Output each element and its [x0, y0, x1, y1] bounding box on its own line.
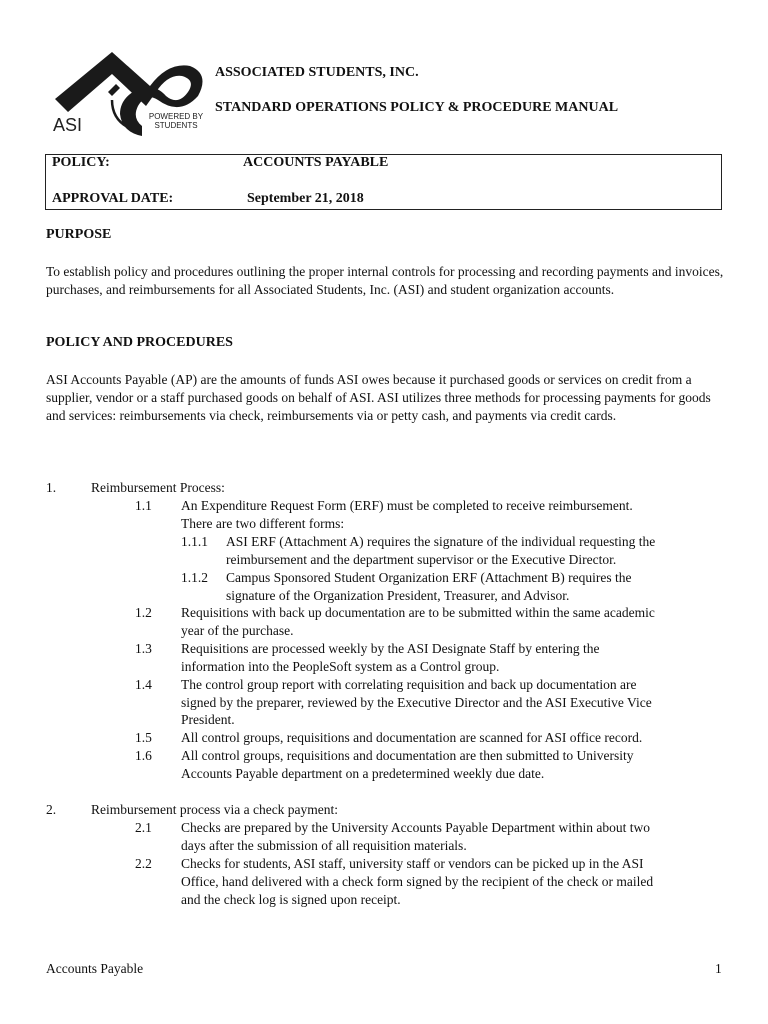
list-item-2-2-line-2: Office, hand delivered with a check form signed by the recipient of the check or mailed: [181, 874, 654, 889]
list-item-1-4-line-2: signed by the preparer, reviewed by the Executive Director and the ASI Executive Vice: [181, 695, 652, 710]
manual-title: STANDARD OPERATIONS POLICY & PROCEDURE MANUAL: [215, 100, 619, 115]
logo-tagline-line-1: POWERED BY: [148, 112, 204, 121]
list-item-1-5-number: 1.5: [135, 730, 152, 745]
list-item-1-text: Reimbursement Process:: [91, 480, 225, 495]
logo-tagline: [146, 112, 206, 130]
list-item-1-4-number: 1.4: [135, 677, 152, 692]
list-item-2-2-number: 2.2: [135, 856, 152, 871]
list-item-1-6-line-2: Accounts Payable department on a predetermined weekly due date.: [181, 766, 545, 781]
footer-title: Accounts Payable: [46, 961, 144, 976]
list-item-1-2-line-2: year of the purchase.: [181, 623, 294, 638]
list-item-2-1-line-2: days after the submission of all requisition materials.: [181, 838, 467, 853]
list-item-1-2-line-1: Requisitions with back up documentation are to be submitted within the same academic: [181, 605, 655, 620]
list-item-1-1-1-line-2: reimbursement and the department supervisor or the Executive Director.: [226, 552, 617, 567]
list-item-1-4-line-3: President.: [181, 712, 235, 727]
logo-wordmark: ASI: [53, 115, 83, 135]
list-item-1-5-line-1: All control groups, requisitions and documentation are scanned for ASI office record.: [181, 730, 643, 745]
purpose-heading: PURPOSE: [46, 227, 112, 242]
list-item-1-3-line-1: Requisitions are processed weekly by the ASI Designate Staff by entering the: [181, 641, 600, 656]
logo-tagline-line-2: STUDENTS: [154, 121, 198, 130]
purpose-text: To establish policy and procedures outlining the proper internal controls for processing and recording payments and invoices, purchases, and reimbursements for all Associated Students, Inc. (ASI) and student organization accounts.: [46, 264, 724, 297]
policy-label: POLICY:: [52, 155, 110, 170]
list-item-2-number: 2.: [46, 802, 57, 817]
list-item-1-1-line-2: There are two different forms:: [181, 516, 345, 531]
approval-date-label: APPROVAL DATE:: [52, 191, 174, 206]
list-item-1-1-2-line-1: Campus Sponsored Student Organization ERF (Attachment B) requires the: [226, 570, 632, 585]
list-item-2-1-line-1: Checks are prepared by the University Accounts Payable Department within about two: [181, 820, 650, 835]
list-item-1-3-line-2: information into the PeopleSoft system as a Control group.: [181, 659, 500, 674]
list-item-1-1-1-number: 1.1.1: [181, 534, 208, 549]
list-item-2-2-line-1: Checks for students, ASI staff, university staff or vendors can be picked up in the ASI: [181, 856, 644, 871]
list-item-1-6-number: 1.6: [135, 748, 152, 763]
policy-heading: POLICY AND PROCEDURES: [46, 335, 233, 350]
list-item-1-number: 1.: [46, 480, 57, 495]
list-item-2-2-line-3: and the check log is signed upon receipt.: [181, 892, 401, 907]
page-number: 1: [715, 961, 722, 976]
list-item-2-1-number: 2.1: [135, 820, 152, 835]
list-item-1-1-2-number: 1.1.2: [181, 570, 208, 585]
list-item-2-text: Reimbursement process via a check payment:: [91, 802, 339, 817]
asi-logo: [50, 44, 210, 144]
list-item-1-6-line-1: All control groups, requisitions and documentation are then submitted to University: [181, 748, 634, 763]
list-item-1-3-number: 1.3: [135, 641, 152, 656]
policy-text: ASI Accounts Payable (AP) are the amounts of funds ASI owes because it purchased goods or services on credit from a supplier, vendor or a staff purchased goods on behalf of ASI. ASI utilizes three methods for processing payments for goods and services: reimbursements via check, reimbursements via or petty cash, and payments via credit cards.: [46, 372, 711, 423]
list-item-1-2-number: 1.2: [135, 605, 152, 620]
org-title: ASSOCIATED STUDENTS, INC.: [215, 65, 419, 80]
list-item-1-1-1-line-1: ASI ERF (Attachment A) requires the signature of the individual requesting the: [226, 534, 656, 549]
list-item-1-1-line-1: An Expenditure Request Form (ERF) must be completed to receive reimbursement.: [181, 498, 633, 513]
policy-info-box: [45, 154, 722, 210]
list-item-1-1-number: 1.1: [135, 498, 152, 513]
approval-date-value: September 21, 2018: [247, 191, 364, 206]
list-item-1-4-line-1: The control group report with correlating requisition and back up documentation are: [181, 677, 637, 692]
policy-value: ACCOUNTS PAYABLE: [243, 155, 389, 170]
list-item-1-1-2-line-2: signature of the Organization President, Treasurer, and Advisor.: [226, 588, 570, 603]
